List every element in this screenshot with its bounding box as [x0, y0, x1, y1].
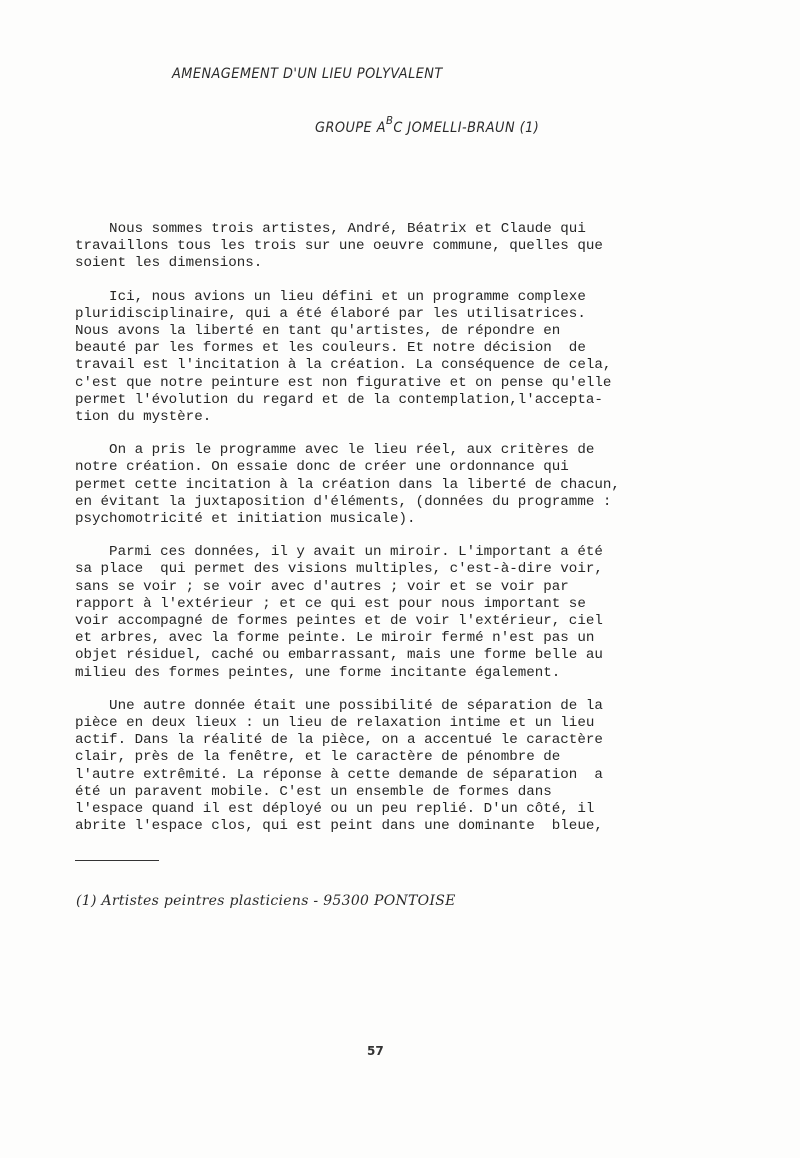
- text-line: beauté par les formes et les couleurs. Et notre décision de: [75, 340, 586, 357]
- text-line: l'espace quand il est déployé ou un peu replié. D'un côté, il: [75, 801, 595, 818]
- author-superscript: B: [385, 114, 394, 128]
- footnote-divider: [75, 860, 159, 861]
- text-line: Nous avons la liberté en tant qu'artistes, de répondre en: [75, 323, 561, 340]
- text-line: Nous sommes trois artistes, André, Béatrix et Claude qui: [75, 221, 586, 237]
- text-line: pièce en deux lieux : un lieu de relaxation intime et un lieu: [75, 715, 595, 732]
- text-line: voir accompagné de formes peintes et de voir l'extérieur, ciel: [75, 613, 603, 630]
- text-line: rapport à l'extérieur ; et ce qui est pour nous important se: [75, 595, 586, 612]
- paragraph: [75, 544, 615, 682]
- text-line: objet résiduel, caché ou embarrassant, mais une forme belle au: [75, 647, 603, 664]
- text-line: Ici, nous avions un lieu défini et un programme complexe: [75, 288, 586, 305]
- text-line: clair, près de la fenêtre, et le caractère de pénombre de: [75, 749, 561, 766]
- body-text: [75, 221, 620, 852]
- text-line: l'autre extrêmité. La réponse à cette demande de séparation a: [75, 766, 603, 783]
- text-line: soient les dimensions.: [75, 255, 263, 272]
- text-line: On a pris le programme avec le lieu réel, aux critères de: [75, 442, 595, 459]
- paragraph: [75, 221, 615, 273]
- text-line: Parmi ces données, il y avait un miroir. L'important a été: [75, 544, 603, 561]
- text-line: abrite l'espace clos, qui est peint dans une dominante bleue,: [75, 818, 603, 835]
- text-line: travaillons tous les trois sur une oeuvre commune, quelles que: [75, 238, 603, 255]
- text-line: psychomotricité et initiation musicale).: [75, 511, 416, 528]
- author-suffix: C JOMELLI-BRAUN (1): [393, 120, 540, 136]
- text-line: en évitant la juxtaposition d'éléments, (données du programme :: [75, 493, 612, 510]
- text-line: permet cette incitation à la création dans la liberté de chacun,: [75, 476, 620, 493]
- text-line: Une autre donnée était une possibilité de séparation de la: [75, 697, 603, 714]
- author-line: [315, 114, 540, 136]
- text-line: notre création. On essaie donc de créer une ordonnance qui: [75, 459, 569, 476]
- text-line: c'est que notre peinture est non figurative et on pense qu'elle: [75, 374, 612, 391]
- text-line: sans se voir ; se voir avec d'autres ; voir et se voir par: [75, 578, 569, 595]
- paragraph: [75, 442, 620, 528]
- text-line: actif. Dans la réalité de la pièce, on a accentué le caractère: [75, 732, 603, 749]
- text-line: travail est l'incitation à la création. La conséquence de cela,: [75, 357, 612, 374]
- text-line: milieu des formes peintes, une forme incitante également.: [75, 664, 561, 681]
- text-line: permet l'évolution du regard et de la contemplation,l'accepta-: [75, 391, 603, 408]
- paragraph: [75, 289, 615, 427]
- paragraph: [75, 698, 615, 836]
- footnote: (1) Artistes peintres plasticiens - 95300 PONTOISE: [76, 893, 456, 909]
- author-prefix: GROUPE A: [315, 120, 386, 136]
- page-number: 57: [367, 1044, 384, 1058]
- text-line: et arbres, avec la forme peinte. Le miroir fermé n'est pas un: [75, 630, 595, 647]
- document-title: AMENAGEMENT D'UN LIEU POLYVALENT: [172, 66, 443, 82]
- text-line: été un paravent mobile. C'est un ensemble de formes dans: [75, 783, 552, 800]
- text-line: tion du mystère.: [75, 409, 212, 426]
- text-line: sa place qui permet des visions multiples, c'est-à-dire voir,: [75, 561, 603, 578]
- text-line: pluridisciplinaire, qui a été élaboré par les utilisatrices.: [75, 305, 586, 322]
